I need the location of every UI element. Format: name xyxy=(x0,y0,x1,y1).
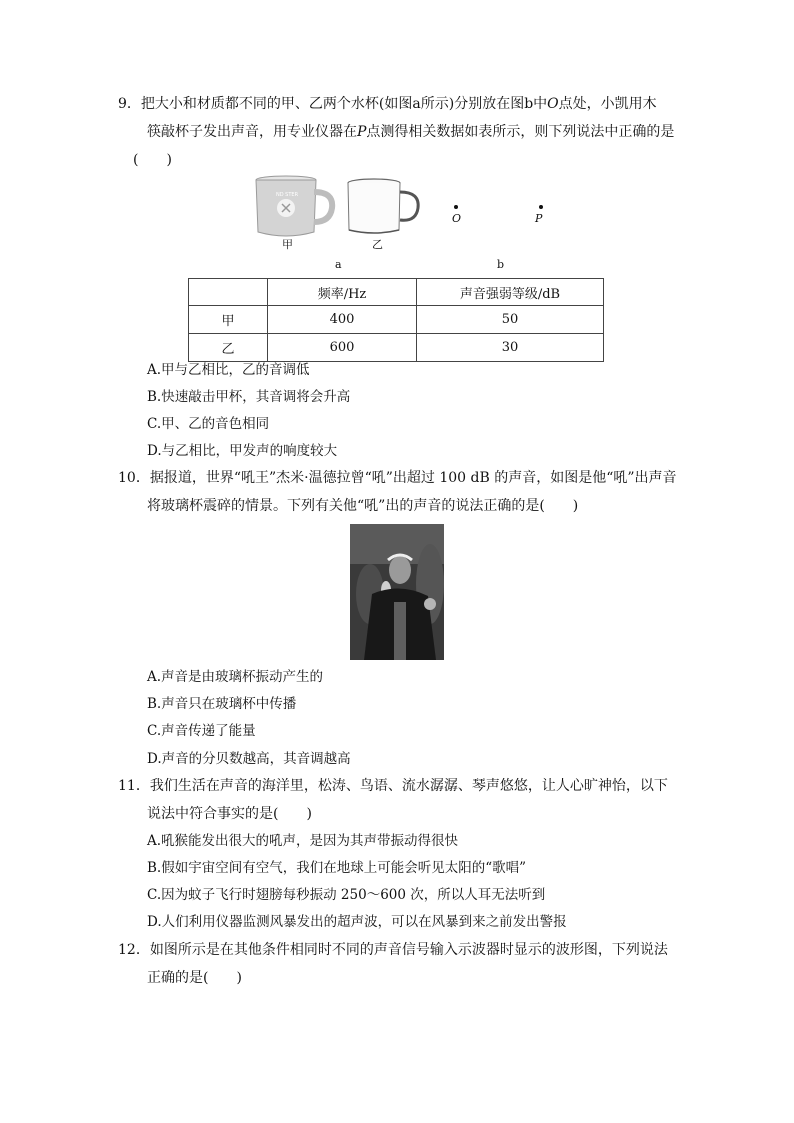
q9-option-b: B.快速敲击甲杯，其音调将会升高 xyxy=(147,389,351,405)
dot-o-label: O xyxy=(452,212,462,225)
q9-text-2: 筷敲杯子发出声音，用专业仪器在 xyxy=(147,124,357,140)
table-row xyxy=(189,334,604,362)
q9-option-d: D.与乙相比，甲发声的响度较大 xyxy=(147,443,338,459)
dot-p-marker xyxy=(539,205,543,209)
dot-o-marker xyxy=(454,205,458,209)
shouting-man-photo xyxy=(350,524,444,660)
q11-number: 11． xyxy=(118,778,150,794)
table-header-cell xyxy=(189,279,268,306)
q10-option-b: B.声音只在玻璃杯中传播 xyxy=(147,696,297,712)
q9-text-2b: 点测得相关数据如表所示，则下列说法中正确的是 xyxy=(366,124,675,140)
q12-number: 12． xyxy=(118,942,150,958)
q9-text-1: 把大小和材质都不同的甲、乙两个水杯(如图a所示)分别放在图b中 xyxy=(140,96,548,112)
q11-option-a: A.吼猴能发出很大的吼声，是因为其声带振动得很快 xyxy=(147,833,459,849)
q12-line1 xyxy=(118,940,668,960)
q9-number: 9． xyxy=(118,96,141,112)
q11-option-c: C.因为蚊子飞行时翅膀每秒振动 250～600 次，所以人耳无法听到 xyxy=(147,887,546,903)
q10-text-1: 据报道，世界“吼王”杰米·温德拉曾“吼”出超过 100 dB 的声音，如图是他“吼”出声音 xyxy=(149,470,677,486)
q10-line1 xyxy=(118,468,677,488)
table-cell: 30 xyxy=(417,334,604,362)
q9-text-1b: 点处，小凯用木 xyxy=(558,96,657,112)
table-header-cell: 声音强弱等级/dB xyxy=(417,279,604,306)
q11-line1 xyxy=(118,776,668,796)
q9-blank: ( ) xyxy=(133,152,172,168)
q11-option-b: B.假如宇宙空间有空气，我们在地球上可能会听见太阳的“歌唱” xyxy=(147,860,527,876)
data-table xyxy=(188,278,604,362)
photo-illustration xyxy=(350,524,444,660)
dot-p-label: P xyxy=(535,212,543,225)
q9-option-c: C.甲、乙的音色相同 xyxy=(147,416,270,432)
q11-option-d: D.人们利用仪器监测风暴发出的超声波，可以在风暴到来之前发出警报 xyxy=(147,914,567,930)
table-header-row xyxy=(189,279,604,306)
cup-jia-image xyxy=(254,174,336,240)
figure-b-label: b xyxy=(497,258,505,271)
cup-yi-label: 乙 xyxy=(372,238,383,251)
q9-line2 xyxy=(147,122,674,142)
table-cell: 乙 xyxy=(189,334,268,362)
figure-a xyxy=(252,172,432,264)
q9-point-p: P xyxy=(357,124,367,140)
q10-number: 10． xyxy=(118,470,150,486)
q10-option-c: C.声音传递了能量 xyxy=(147,723,256,739)
q10-line2: 将玻璃杯震碎的情景。下列有关他“吼”出的声音的说法正确的是( ) xyxy=(147,498,579,514)
cup-jia-label: 甲 xyxy=(282,238,293,251)
q10-option-d: D.声音的分贝数越高，其音调越高 xyxy=(147,751,351,767)
table-row xyxy=(189,306,604,334)
q9-option-a: A.甲与乙相比，乙的音调低 xyxy=(147,362,310,378)
q9-point-o: O xyxy=(547,96,559,112)
table-cell: 50 xyxy=(417,306,604,334)
svg-text:ND STER: ND STER xyxy=(276,192,299,198)
cup-yi-image xyxy=(346,178,426,238)
q9-line1 xyxy=(118,94,657,114)
table-header-cell: 频率/Hz xyxy=(268,279,417,306)
q11-text-1: 我们生活在声音的海洋里，松涛、鸟语、流水潺潺、琴声悠悠，让人心旷神怡，以下 xyxy=(149,778,668,794)
figure-a-label: a xyxy=(335,258,342,271)
q10-option-a: A.声音是由玻璃杯振动产生的 xyxy=(147,669,324,685)
table-cell: 600 xyxy=(268,334,417,362)
table-cell: 400 xyxy=(268,306,417,334)
table-cell: 甲 xyxy=(189,306,268,334)
q12-text-1: 如图所示是在其他条件相同时不同的声音信号输入示波器时显示的波形图，下列说法 xyxy=(149,942,668,958)
q11-line2: 说法中符合事实的是( ) xyxy=(147,806,312,822)
q12-line2: 正确的是( ) xyxy=(147,970,242,986)
